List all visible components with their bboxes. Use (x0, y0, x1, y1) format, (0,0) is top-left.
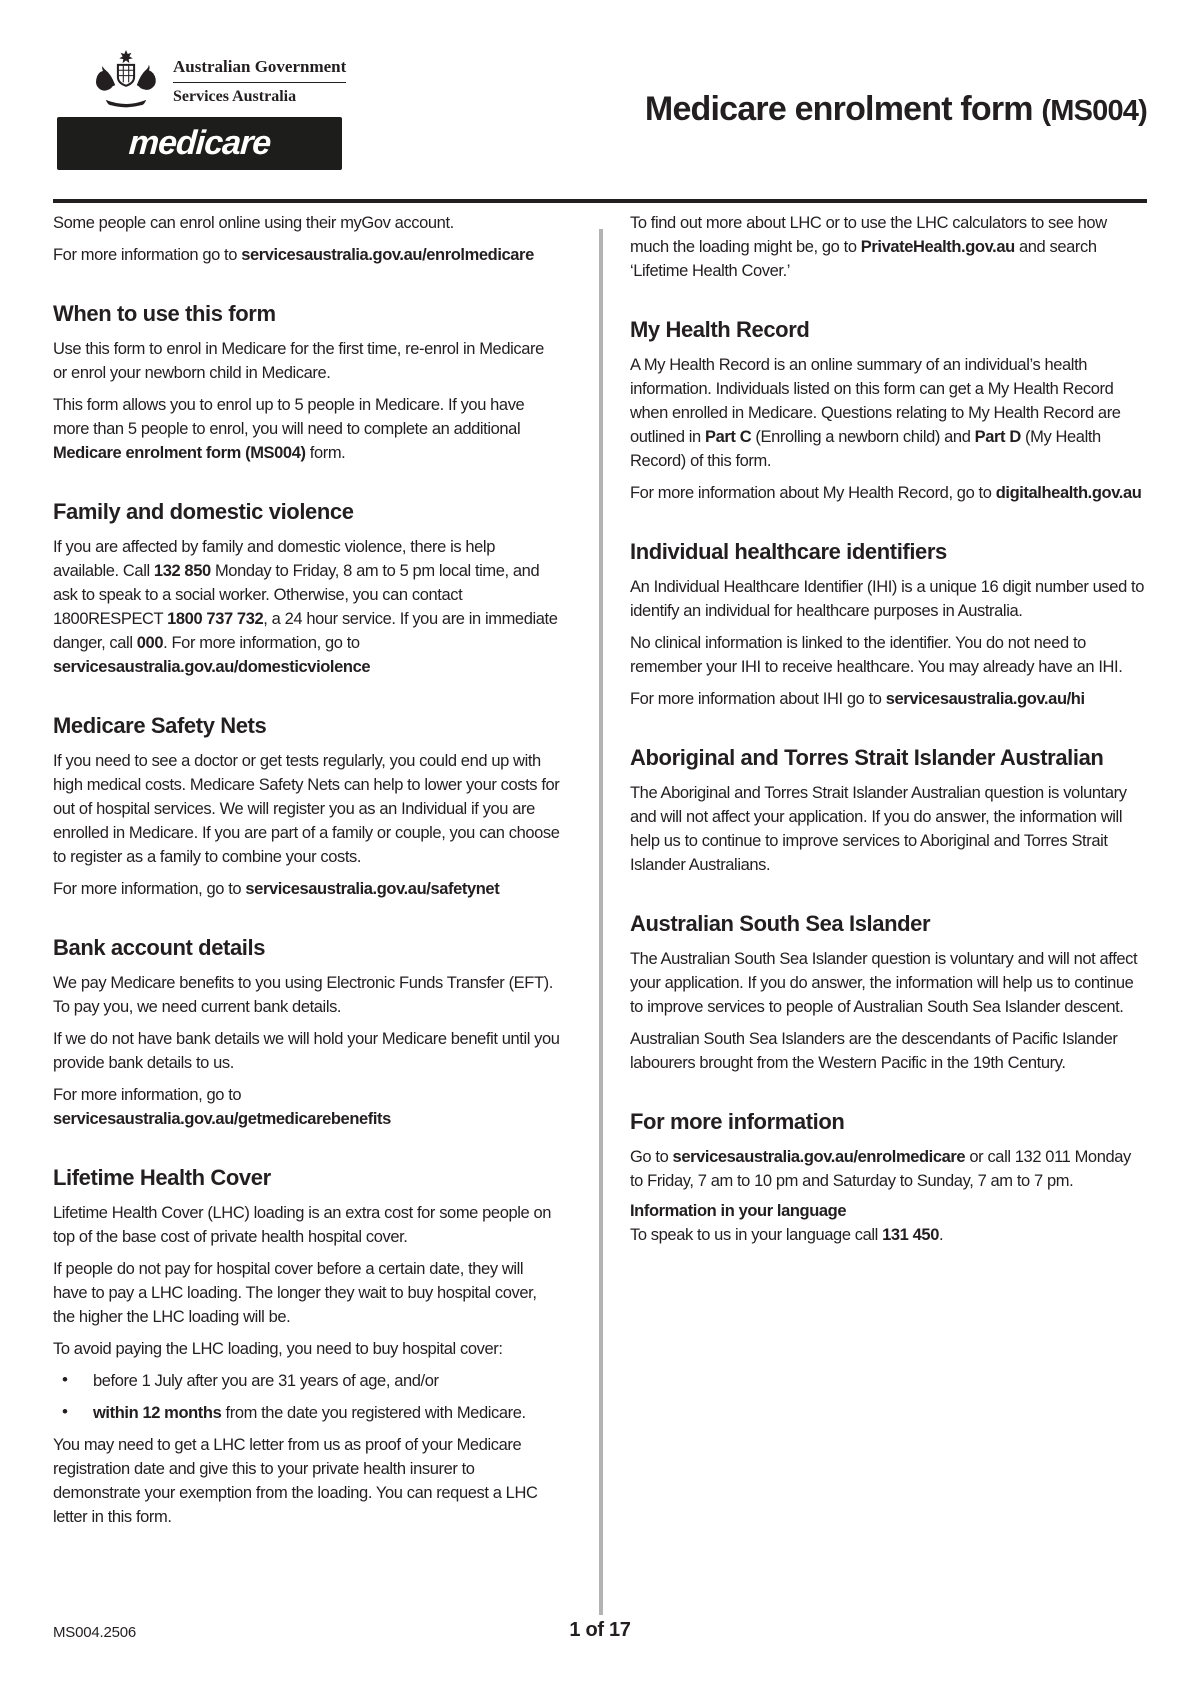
text-segment: servicesaustralia.gov.au/enrolmedicare (672, 1148, 966, 1166)
text-segment: 1800 737 732 (167, 610, 264, 628)
bullet-item (53, 1369, 560, 1393)
paragraph (53, 1433, 560, 1529)
text-segment: This form allows you to enrol up to 5 people in Medicare. If you have more than 5 people to enrol, you will need to complete an additional (53, 396, 525, 438)
section-heading: Aboriginal and Torres Strait Islander Australian (630, 745, 1104, 770)
paragraph (53, 337, 560, 385)
text-segment: The Australian South Sea Islander question is voluntary and will not affect your application. If you do answer, the information will help us to continue to improve services to people of Australian South Sea Islander descent. (630, 950, 1138, 1016)
text-segment: No clinical information is linked to the identifier. You do not need to remember your IHI to receive healthcare. You may already have an IHI. (630, 634, 1123, 676)
section-heading: Bank account details (53, 935, 266, 960)
text-segment: If people do not pay for hospital cover before a certain date, they will have to pay a LHC loading. The longer they wait to buy hospital cover, the higher the LHC loading will be. (53, 1260, 537, 1326)
text-segment: A My Health Record is an online summary of an individual’s health information. Individuals listed on this form can get a My Health Record when enrolled in Medicare. Questions relating to My Health Record are outlined in (630, 356, 1121, 446)
text-segment: (Enrolling a newborn child) and (751, 428, 975, 446)
text-segment: For more information about My Health Record, go to (630, 484, 996, 502)
paragraph (53, 1083, 560, 1131)
text-segment: (My Health Record) of this form. (630, 428, 1101, 470)
paragraph (53, 877, 560, 901)
text-segment: before 1 July after you are 31 years of age, and/or (93, 1372, 439, 1390)
text-segment: from the date you registered with Medicare. (221, 1404, 526, 1422)
section-heading: Lifetime Health Cover (53, 1165, 271, 1190)
text-segment: To speak to us in your language call (630, 1226, 883, 1244)
bullet-dot-icon: • (62, 1370, 68, 1389)
paragraph (53, 1201, 560, 1249)
text-segment: PrivateHealth.gov.au (860, 238, 1015, 256)
text-segment: servicesaustralia.gov.au/hi (885, 690, 1085, 708)
coat-of-arms-icon (92, 50, 160, 108)
text-segment: Part C (705, 428, 752, 446)
form-title-text: Medicare enrolment form (644, 90, 1042, 128)
paragraph (53, 1027, 560, 1075)
text-segment: servicesaustralia.gov.au/getmedicarebenefits (53, 1110, 391, 1128)
section-heading: My Health Record (630, 317, 810, 342)
left-column (53, 211, 560, 1537)
paragraph (630, 481, 1147, 505)
section-heading: For more information (630, 1109, 845, 1134)
text-segment: and search ‘Lifetime Health Cover.’ (630, 238, 1097, 280)
text-segment: To avoid paying the LHC loading, you need to buy hospital cover: (53, 1340, 503, 1358)
text-segment: If we do not have bank details we will hold your Medicare benefit until you provide bank details to us. (53, 1030, 560, 1072)
paragraph (53, 971, 560, 1019)
government-crest (92, 50, 346, 108)
text-segment: servicesaustralia.gov.au/domesticviolence (53, 658, 371, 676)
text-segment: The Aboriginal and Torres Strait Islander Australian question is voluntary and will not affect your application. If you do answer, the information will help us to continue to improve services to Aboriginal and Torres Strait Islander Australians. (630, 784, 1127, 874)
section-heading: Information in your language (630, 1202, 847, 1220)
section-heading: Family and domestic violence (53, 499, 354, 524)
text-segment: Go to (630, 1148, 673, 1166)
text-segment: 132 850 (153, 562, 211, 580)
section-heading: When to use this form (53, 301, 276, 326)
column-divider (599, 229, 603, 1615)
text-segment: If you are affected by family and domestic violence, there is help available. Call (53, 538, 495, 580)
text-segment: . For more information, go to (163, 634, 360, 652)
paragraph (630, 1027, 1147, 1075)
paragraph (630, 211, 1147, 283)
text-segment: Some people can enrol online using their myGov account. (53, 214, 454, 232)
text-segment: To find out more about LHC or to use the LHC calculators to see how much the loading might be, go to (630, 214, 1107, 256)
government-crest-line2: Services Australia (173, 88, 297, 105)
text-segment: For more information go to (53, 246, 242, 264)
text-segment: or call 132 011 Monday to Friday, 7 am to 10 pm and Saturday to Sunday, 7 am to 7 pm. (630, 1148, 1131, 1190)
paragraph (630, 1145, 1147, 1193)
section-heading: Australian South Sea Islander (630, 911, 931, 936)
government-crest-line1: Australian Government (173, 58, 346, 83)
text-segment: For more information, go to (53, 880, 246, 898)
text-segment: 131 450 (882, 1226, 939, 1244)
text-segment: Monday to Friday, 8 am to 5 pm local time, and ask to speak to a social worker. Otherwise, you can contact 1800RESPECT (53, 562, 540, 628)
form-title-code: (MS004) (1041, 95, 1147, 127)
text-segment: form. (305, 444, 346, 462)
text-segment: . (938, 1226, 944, 1244)
text-segment: For more information about IHI go to (630, 690, 886, 708)
medicare-logo-text: medicare (127, 124, 272, 162)
text-segment: Australian South Sea Islanders are the descendants of Pacific Islander labourers brought from the Western Pacific in the 19th Century. (630, 1030, 1118, 1072)
paragraph (53, 243, 560, 267)
paragraph (53, 535, 560, 679)
form-title (645, 90, 1147, 129)
text-segment: We pay Medicare benefits to you using Electronic Funds Transfer (EFT). To pay you, we need current bank details. (53, 974, 553, 1016)
text-segment: An Individual Healthcare Identifier (IHI) is a unique 16 digit number used to identify an individual for healthcare purposes in Australia. (630, 578, 1145, 620)
government-crest-text (173, 50, 346, 105)
text-segment: servicesaustralia.gov.au/safetynet (245, 880, 500, 898)
text-segment: You may need to get a LHC letter from us as proof of your Medicare registration date and give this to your private health insurer to demonstrate your exemption from the loading. You can request a LHC letter in this form. (53, 1436, 538, 1526)
text-segment: digitalhealth.gov.au (995, 484, 1142, 502)
text-segment: Lifetime Health Cover (LHC) loading is an extra cost for some people on top of the base cost of private health hospital cover. (53, 1204, 552, 1246)
paragraph (53, 749, 560, 869)
text-segment: servicesaustralia.gov.au/enrolmedicare (241, 246, 534, 264)
text-segment: Use this form to enrol in Medicare for the first time, re-enrol in Medicare or enrol your newborn child in Medicare. (53, 340, 544, 382)
paragraph (630, 575, 1147, 623)
paragraph (53, 1257, 560, 1329)
paragraph (630, 687, 1147, 711)
text-segment: Part D (974, 428, 1021, 446)
page-number: 1 of 17 (569, 1619, 631, 1641)
text-segment: within 12 months (93, 1404, 222, 1422)
header-rule (53, 199, 1147, 203)
paragraph (630, 781, 1147, 877)
paragraph (53, 211, 560, 235)
paragraph (630, 631, 1147, 679)
text-segment: For more information, go to (53, 1086, 242, 1104)
text-segment: 000 (136, 634, 164, 652)
bullet-item (53, 1401, 560, 1425)
bullet-dot-icon: • (62, 1402, 68, 1421)
paragraph (53, 1337, 560, 1361)
form-code: MS004.2506 (53, 1624, 137, 1641)
paragraph (630, 947, 1147, 1019)
paragraph (53, 393, 560, 465)
section-heading: Medicare Safety Nets (53, 713, 267, 738)
paragraph (630, 353, 1147, 473)
section-heading: Individual healthcare identifiers (630, 539, 947, 564)
paragraph (630, 1223, 1147, 1247)
medicare-logo (57, 117, 342, 170)
right-column (630, 211, 1147, 1537)
text-segment: , a 24 hour service. If you are in immediate danger, call (53, 610, 558, 652)
text-segment: Medicare enrolment form (MS004) (53, 444, 306, 462)
text-segment: If you need to see a doctor or get tests regularly, you could end up with high medical costs. Medicare Safety Nets can help to lower your costs for out of hospital services. We will register you as an Individual if you are enrolled in Medicare. If you are part of a family or couple, you can choose to register as a family to combine your costs. (53, 752, 560, 866)
